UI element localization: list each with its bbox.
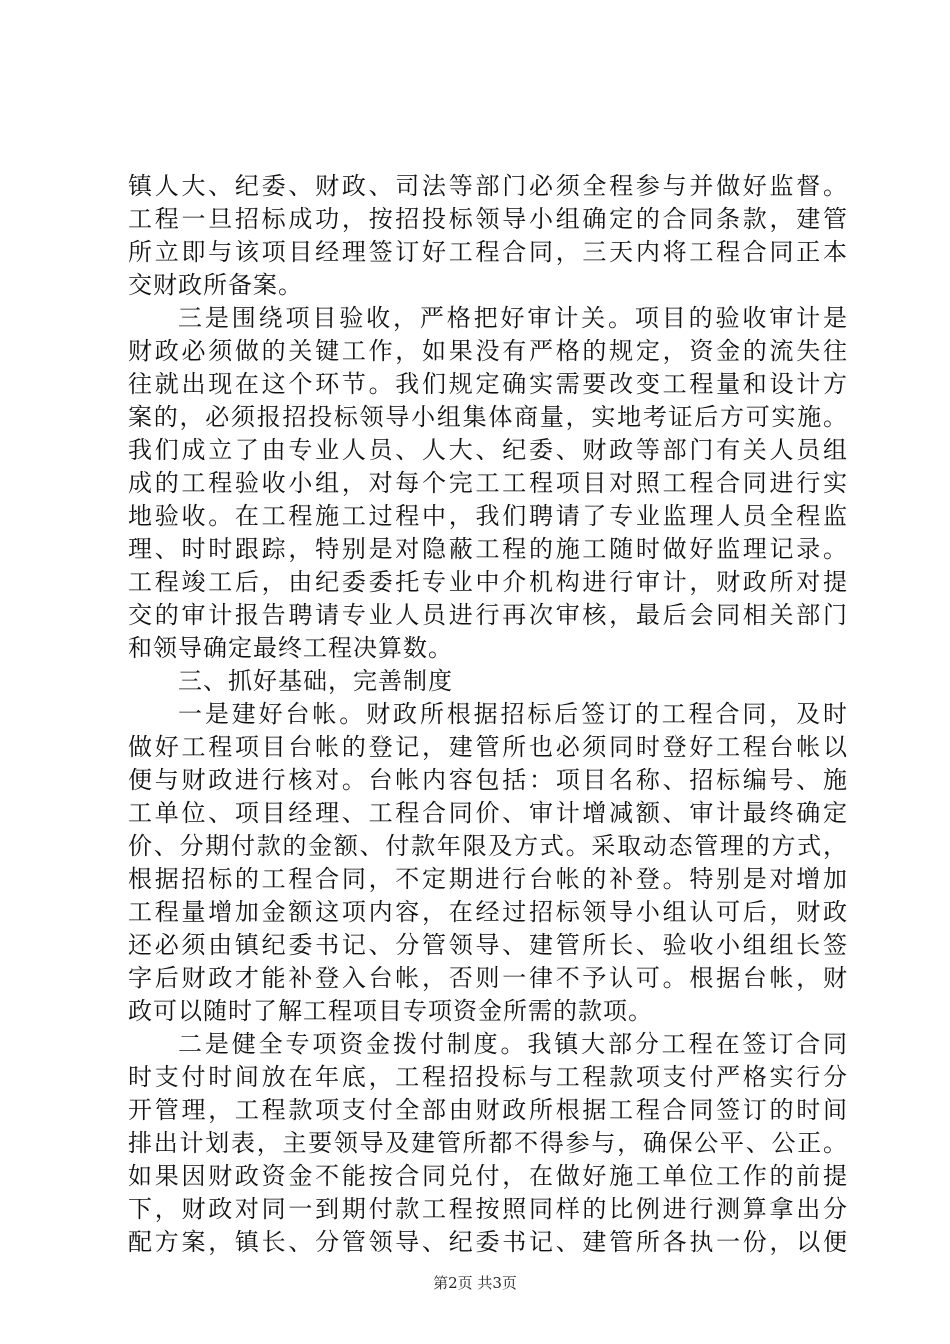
text-line: 政可以随时了解工程项目专项资金所需的款项。 bbox=[128, 997, 653, 1025]
text-line: 还必须由镇纪委书记、分管领导、建管所长、验收小组组长签 bbox=[128, 931, 848, 959]
text-line: 一是建好台帐。财政所根据招标后签订的工程合同，及时 bbox=[178, 700, 848, 728]
text-line: 字后财政才能补登入台帐，否则一律不予认可。根据台帐，财 bbox=[128, 964, 848, 992]
text-line: 如果因财政资金不能按合同兑付，在做好施工单位工作的前提 bbox=[128, 1162, 848, 1190]
text-line: 工程竣工后，由纪委委托专业中介机构进行审计，财政所对提 bbox=[128, 568, 848, 596]
text-line: 往就出现在这个环节。我们规定确实需要改变工程量和设计方 bbox=[128, 370, 848, 398]
text-line: 所立即与该项目经理签订好工程合同，三天内将工程合同正本 bbox=[128, 238, 848, 266]
text-line: 三、抓好基础，完善制度 bbox=[178, 667, 453, 695]
text-line: 配方案，镇长、分管领导、纪委书记、建管所各执一份，以便 bbox=[128, 1228, 848, 1256]
text-line: 便与财政进行核对。台帐内容包括：项目名称、招标编号、施 bbox=[128, 766, 848, 794]
page-footer: 第2页 共3页 bbox=[433, 1274, 517, 1292]
text-line: 案的，必须报招投标领导小组集体商量，实地考证后方可实施。 bbox=[128, 403, 848, 431]
text-line: 排出计划表，主要领导及建管所都不得参与，确保公平、公正。 bbox=[128, 1129, 848, 1157]
text-line: 镇人大、纪委、财政、司法等部门必须全程参与并做好监督。 bbox=[128, 172, 848, 200]
text-line: 交财政所备案。 bbox=[128, 271, 303, 299]
document-body bbox=[128, 170, 848, 1259]
text-line: 和领导确定最终工程决算数。 bbox=[128, 634, 453, 662]
text-line: 地验收。在工程施工过程中，我们聘请了专业监理人员全程监 bbox=[128, 502, 848, 530]
text-line: 工单位、项目经理、工程合同价、审计增减额、审计最终确定 bbox=[128, 799, 848, 827]
text-line: 根据招标的工程合同，不定期进行台帐的补登。特别是对增加 bbox=[128, 865, 848, 893]
text-line: 财政必须做的关键工作，如果没有严格的规定，资金的流失往 bbox=[128, 337, 848, 365]
text-line: 开管理，工程款项支付全部由财政所根据工程合同签订的时间 bbox=[128, 1096, 848, 1124]
text-line: 下，财政对同一到期付款工程按照同样的比例进行测算拿出分 bbox=[128, 1195, 848, 1223]
text-line: 工程一旦招标成功，按招投标领导小组确定的合同条款，建管 bbox=[128, 205, 848, 233]
text-line: 工程量增加金额这项内容，在经过招标领导小组认可后，财政 bbox=[128, 898, 848, 926]
text-line: 三是围绕项目验收，严格把好审计关。项目的验收审计是 bbox=[178, 304, 848, 332]
text-line: 交的审计报告聘请专业人员进行再次审核，最后会同相关部门 bbox=[128, 601, 848, 629]
text-line: 时支付时间放在年底，工程招投标与工程款项支付严格实行分 bbox=[128, 1063, 848, 1091]
text-line: 成的工程验收小组，对每个完工工程项目对照工程合同进行实 bbox=[128, 469, 848, 497]
text-line: 理、时时跟踪，特别是对隐蔽工程的施工随时做好监理记录。 bbox=[128, 535, 848, 563]
text-line: 做好工程项目台帐的登记，建管所也必须同时登好工程台帐以 bbox=[128, 733, 848, 761]
text-line: 价、分期付款的金额、付款年限及方式。采取动态管理的方式， bbox=[128, 832, 848, 860]
text-line: 二是健全专项资金拨付制度。我镇大部分工程在签订合同 bbox=[178, 1030, 848, 1058]
text-line: 我们成立了由专业人员、人大、纪委、财政等部门有关人员组 bbox=[128, 436, 848, 464]
